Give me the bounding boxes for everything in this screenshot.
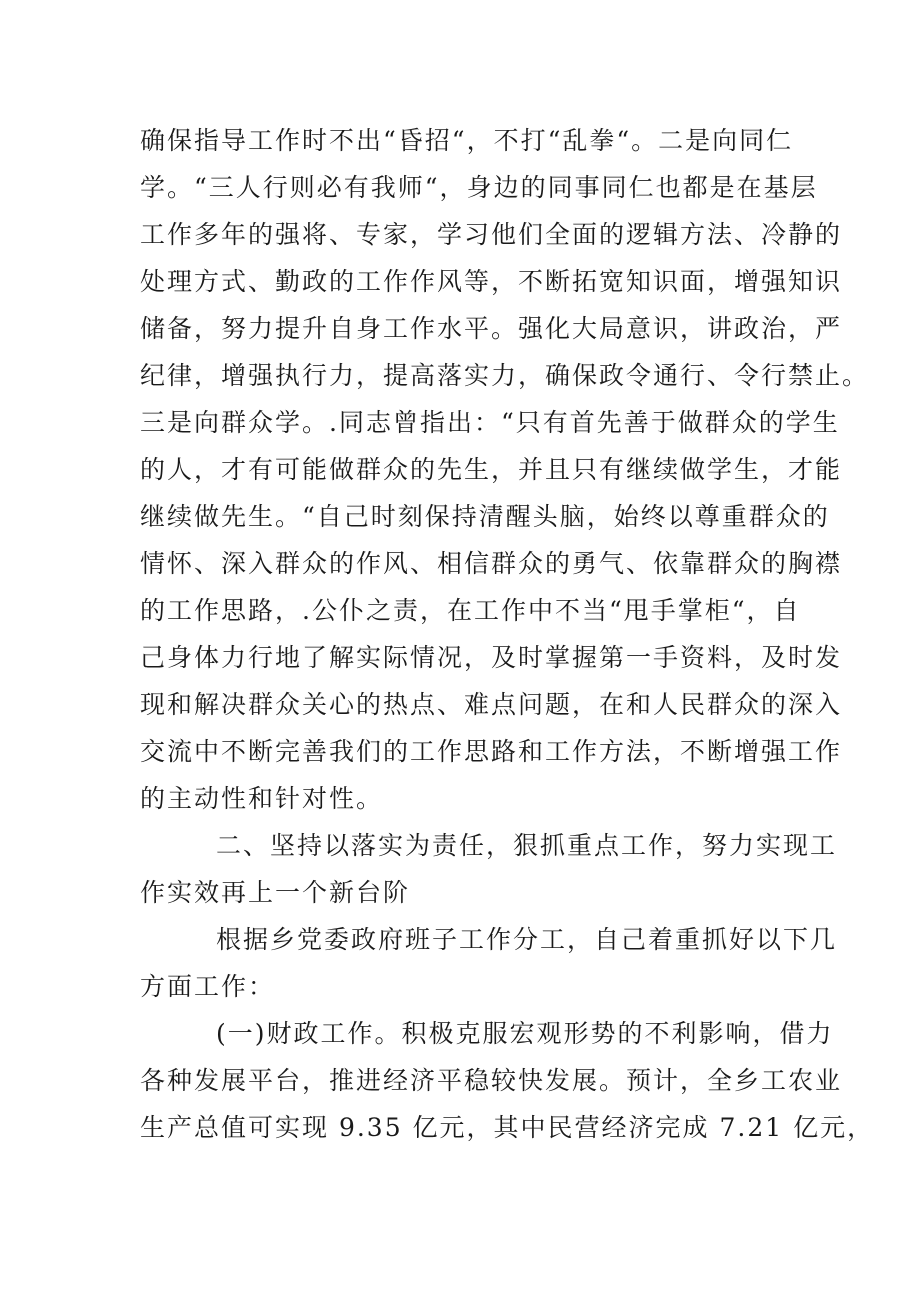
text-line: 交流中不断完善我们的工作思路和工作方法，不断增强工作 (140, 737, 843, 766)
text-line: 生产总值可实现 9.35 亿元，其中民营经济完成 7.21 亿元， (140, 1113, 875, 1142)
text-line: 储备，努力提升自身工作水平。强化大局意识，讲政治，严 (140, 314, 843, 343)
text-line: 确保指导工作时不出“昏招“，不打“乱拳“。二是向同仁 (140, 126, 794, 155)
text-line: 学。“三人行则必有我师“，身边的同事同仁也都是在基层 (140, 173, 818, 202)
text-line: 继续做先生。“自己时刻保持清醒头脑，始终以尊重群众的 (140, 502, 830, 531)
text-line: 现和解决群众关心的热点、难点问题，在和人民群众的深入 (140, 690, 843, 719)
text-line: 纪律，增强执行力，提高落实力，确保政令通行、令行禁止。 (140, 361, 870, 390)
document-body (140, 117, 875, 1151)
paragraph-start-line: 根据乡党委政府班子工作分工，自己着重抓好以下几 (216, 925, 838, 954)
text-line: 方面工作： (140, 972, 276, 1001)
text-line: 各种发展平台，推进经济平稳较快发展。预计，全乡工农业 (140, 1066, 843, 1095)
section-heading-line: 作实效再上一个新台阶 (140, 878, 411, 907)
text-line: 三是向群众学。.同志曾指出：“只有首先善于做群众的学生 (140, 408, 840, 437)
text-line: 情怀、深入群众的作风、相信群众的勇气、依靠群众的胸襟 (140, 549, 843, 578)
text-line: 的主动性和针对性。 (140, 784, 384, 813)
text-line: 己身体力行地了解实际情况，及时掌握第一手资料，及时发 (140, 643, 843, 672)
text-line: 的工作思路，.公仆之责，在工作中不当“甩手掌柜“，自 (140, 596, 801, 625)
text-line: 处理方式、勤政的工作作风等，不断拓宽知识面，增强知识 (140, 267, 843, 296)
text-line: 工作多年的强将、专家，学习他们全面的逻辑方法、冷静的 (140, 220, 843, 249)
paragraph-start-line: (一)财政工作。积极克服宏观形势的不利影响，借力 (216, 1019, 834, 1048)
text-line: 的人，才有可能做群众的先生，并且只有继续做学生，才能 (140, 455, 843, 484)
section-heading-line: 二、坚持以落实为责任，狠抓重点工作，努力实现工 (216, 831, 838, 860)
